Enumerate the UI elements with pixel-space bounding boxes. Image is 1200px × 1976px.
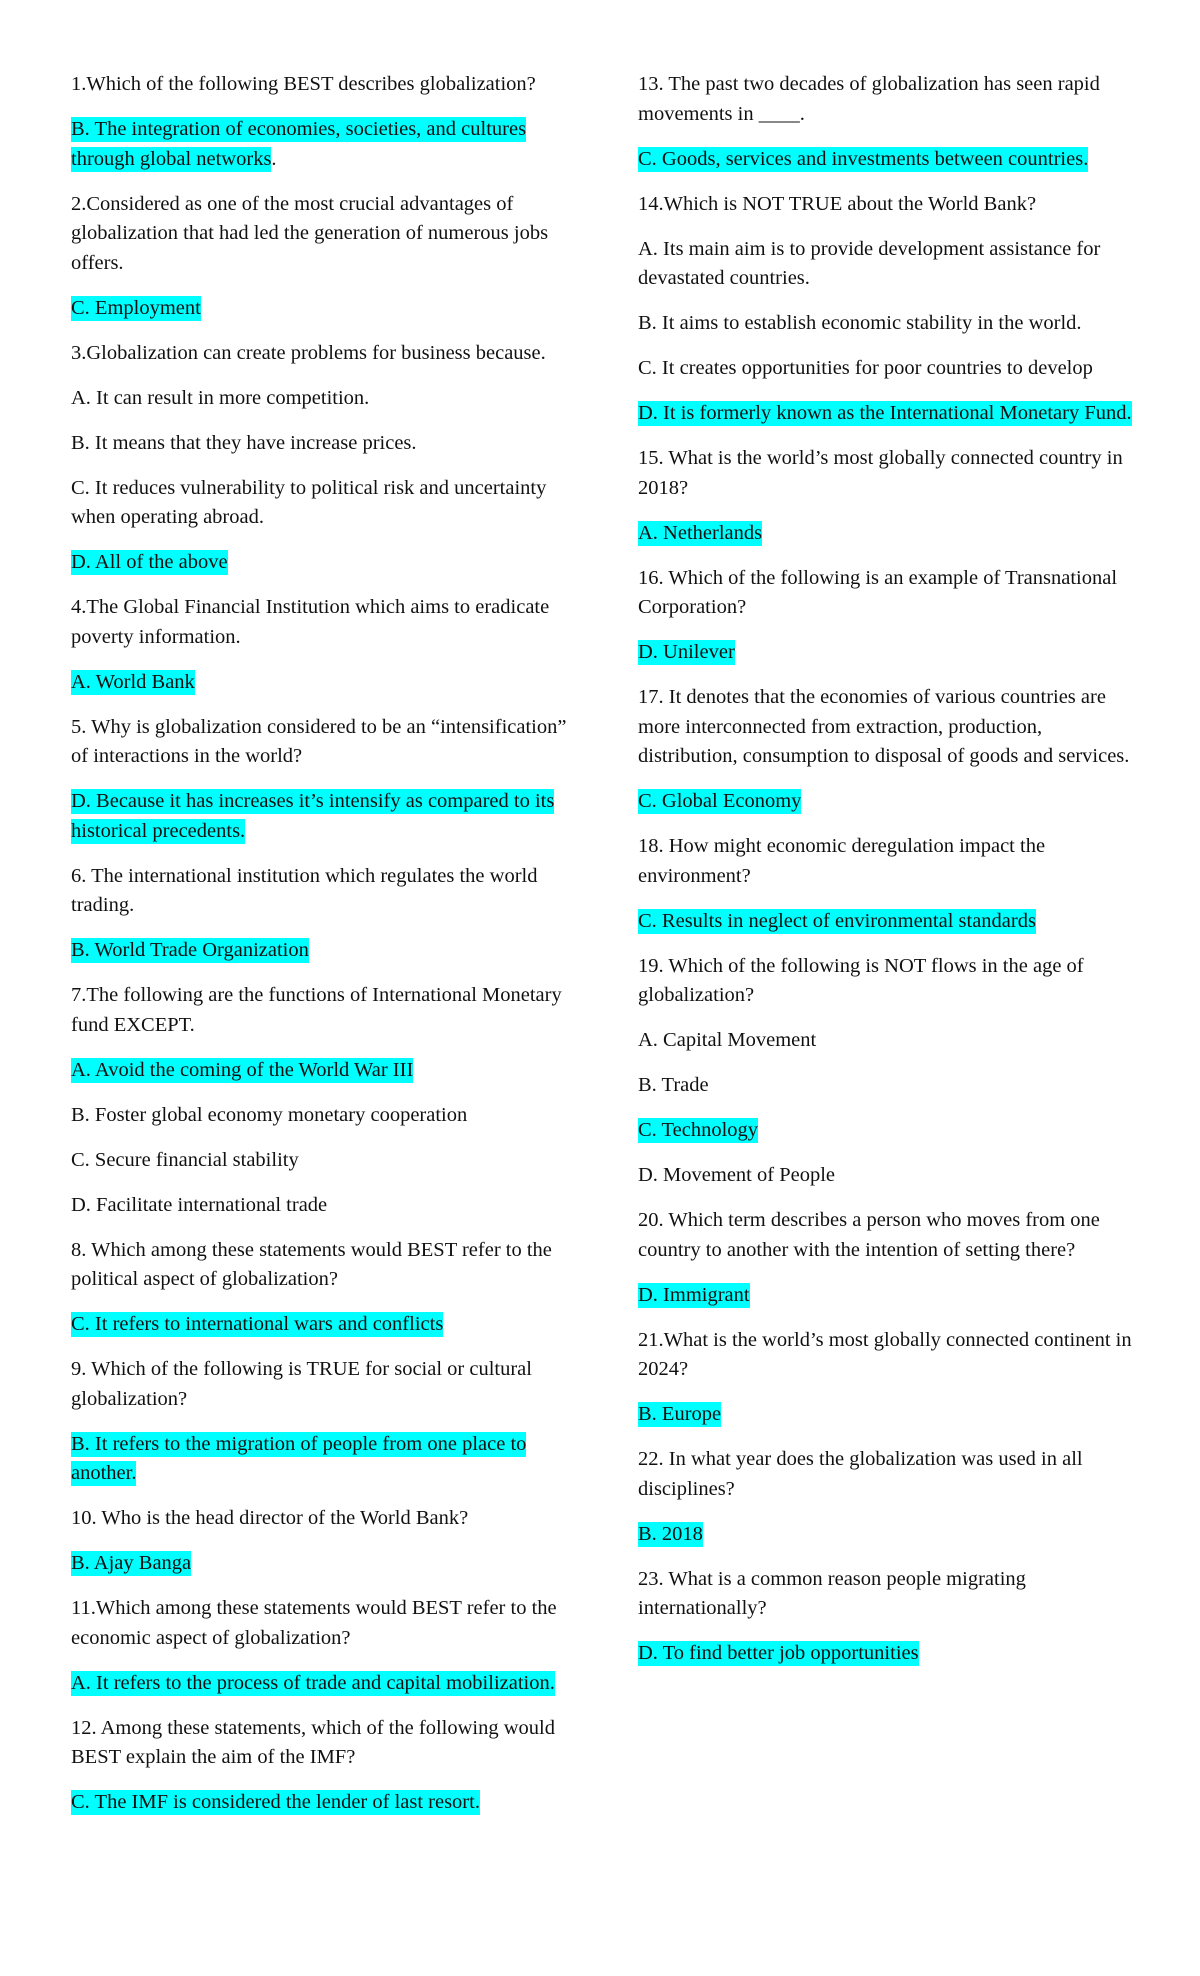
answer-highlight: D. Because it has increases it’s intensify as compared to its historical precedents. <box>71 790 555 842</box>
highlighted-answer <box>638 1400 1143 1430</box>
highlighted-answer <box>71 787 581 846</box>
highlighted-answer <box>638 145 1143 175</box>
answer-highlight: C. Global Economy <box>638 790 802 812</box>
answer-highlight: A. Avoid the coming of the World War III <box>71 1058 414 1081</box>
question-text: 10. Who is the head director of the World Bank? <box>71 1507 469 1529</box>
answer-highlight: B. The integration of economies, societies, and cultures through global networks <box>71 118 527 170</box>
answer-highlight: B. 2018 <box>638 1522 703 1545</box>
question-text: 17. It denotes that the economies of various countries are more interconnected from extraction, production, distribution, consumption to disposal of goods and services. <box>638 686 1130 767</box>
highlighted-answer <box>638 638 1143 668</box>
highlighted-answer <box>638 519 1143 549</box>
answer-highlight: C. It refers to international wars and conflicts <box>71 1313 444 1335</box>
answer-highlight: B. Ajay Banga <box>71 1552 192 1574</box>
answer-highlight: A. World Bank <box>71 670 195 693</box>
question-text: 4.The Global Financial Institution which aims to eradicate poverty information. <box>71 596 550 648</box>
highlighted-answer <box>71 548 581 578</box>
highlighted-answer <box>638 907 1143 937</box>
question-text: 6. The international institution which regulates the world trading. <box>71 864 538 916</box>
answer-suffix: . <box>271 147 277 170</box>
question-text: 19. Which of the following is NOT flows in the age of globalization? <box>638 954 1084 1006</box>
answer-option: C. It creates opportunities for poor countries to develop <box>638 357 1093 379</box>
question-text: 16. Which of the following is an example of Transnational Corporation? <box>638 566 1118 618</box>
question-text: 12. Among these statements, which of the following would BEST explain the aim of the IMF? <box>71 1716 555 1768</box>
answer-option: A. It can result in more competition. <box>71 386 370 409</box>
answer-option: B. Trade <box>638 1074 709 1096</box>
answer-highlight: A. Netherlands <box>638 521 763 544</box>
highlighted-answer <box>638 399 1143 429</box>
highlighted-answer <box>71 668 581 698</box>
question-text: 7.The following are the functions of International Monetary fund EXCEPT. <box>71 984 562 1036</box>
answer-highlight: C. Technology <box>638 1119 759 1141</box>
highlighted-answer <box>71 1549 581 1579</box>
answer-highlight: B. Europe <box>638 1403 722 1425</box>
answer-highlight: D. Unilever <box>638 641 735 663</box>
highlighted-answer <box>71 294 581 324</box>
highlighted-answer <box>71 1788 581 1818</box>
question-text: 11.Which among these statements would BEST refer to the economic aspect of globalization? <box>71 1597 557 1649</box>
question-text: 13. The past two decades of globalization has seen rapid movements in ____. <box>638 73 1100 125</box>
answer-highlight: B. It refers to the migration of people from one place to another. <box>71 1432 527 1484</box>
question-text: 14.Which is NOT TRUE about the World Bank? <box>638 192 1037 215</box>
answer-option: A. Its main aim is to provide development assistance for devastated countries. <box>638 237 1101 289</box>
answer-option: B. Foster global economy monetary cooperation <box>71 1103 468 1126</box>
highlighted-answer <box>71 1310 581 1340</box>
answer-highlight: C. The IMF is considered the lender of last resort. <box>71 1791 480 1813</box>
left-column <box>71 70 581 1833</box>
answer-highlight: D. To find better job opportunities <box>638 1642 919 1664</box>
highlighted-answer <box>638 1281 1143 1311</box>
answer-highlight: D. It is formerly known as the International Monetary Fund. <box>638 402 1132 424</box>
answer-highlight: D. Immigrant <box>638 1283 750 1306</box>
question-text: 15. What is the world’s most globally connected country in 2018? <box>638 447 1123 499</box>
answer-highlight: C. Results in neglect of environmental standards <box>638 909 1036 932</box>
question-text: 2.Considered as one of the most crucial advantages of globalization that had led the generation of numerous jobs offers. <box>71 192 549 274</box>
question-text: 22. In what year does the globalization was used in all disciplines? <box>638 1448 1083 1500</box>
answer-highlight: A. It refers to the process of trade and capital mobilization. <box>71 1671 555 1694</box>
question-text: 8. Which among these statements would BEST refer to the political aspect of globalization? <box>71 1238 552 1290</box>
question-text: 3.Globalization can create problems for business because. <box>71 341 546 364</box>
answer-option: C. It reduces vulnerability to political risk and uncertainty when operating abroad. <box>71 476 547 528</box>
question-text: 20. Which term describes a person who moves from one country to another with the intention of setting there? <box>638 1209 1100 1261</box>
highlighted-answer <box>638 1520 1143 1550</box>
highlighted-answer <box>638 787 1143 817</box>
highlighted-answer <box>638 1639 1143 1669</box>
question-text: 5. Why is globalization considered to be an “intensification” of interactions in the world? <box>71 715 567 767</box>
right-column <box>638 70 1143 1684</box>
highlighted-answer <box>71 1430 581 1489</box>
highlighted-answer <box>71 115 581 174</box>
answer-option: B. It means that they have increase prices. <box>71 431 417 454</box>
question-text: 23. What is a common reason people migrating internationally? <box>638 1567 1026 1619</box>
answer-highlight: C. Goods, services and investments between countries. <box>638 147 1089 170</box>
highlighted-answer <box>71 1056 581 1086</box>
answer-highlight: D. All of the above <box>71 551 228 573</box>
highlighted-answer <box>71 936 581 966</box>
question-text: 18. How might economic deregulation impact the environment? <box>638 835 1046 887</box>
highlighted-answer <box>638 1116 1143 1146</box>
answer-option: D. Movement of People <box>638 1164 835 1186</box>
answer-highlight: B. World Trade Organization <box>71 939 309 961</box>
highlighted-answer <box>71 1669 581 1699</box>
answer-option: D. Facilitate international trade <box>71 1193 328 1216</box>
answer-highlight: C. Employment <box>71 296 201 319</box>
answer-option: A. Capital Movement <box>638 1029 817 1051</box>
answer-option: B. It aims to establish economic stability in the world. <box>638 312 1082 334</box>
question-text: 9. Which of the following is TRUE for social or cultural globalization? <box>71 1358 532 1410</box>
answer-option: C. Secure financial stability <box>71 1148 299 1171</box>
question-text: 1.Which of the following BEST describes globalization? <box>71 73 536 95</box>
question-text: 21.What is the world’s most globally connected continent in 2024? <box>638 1328 1132 1380</box>
